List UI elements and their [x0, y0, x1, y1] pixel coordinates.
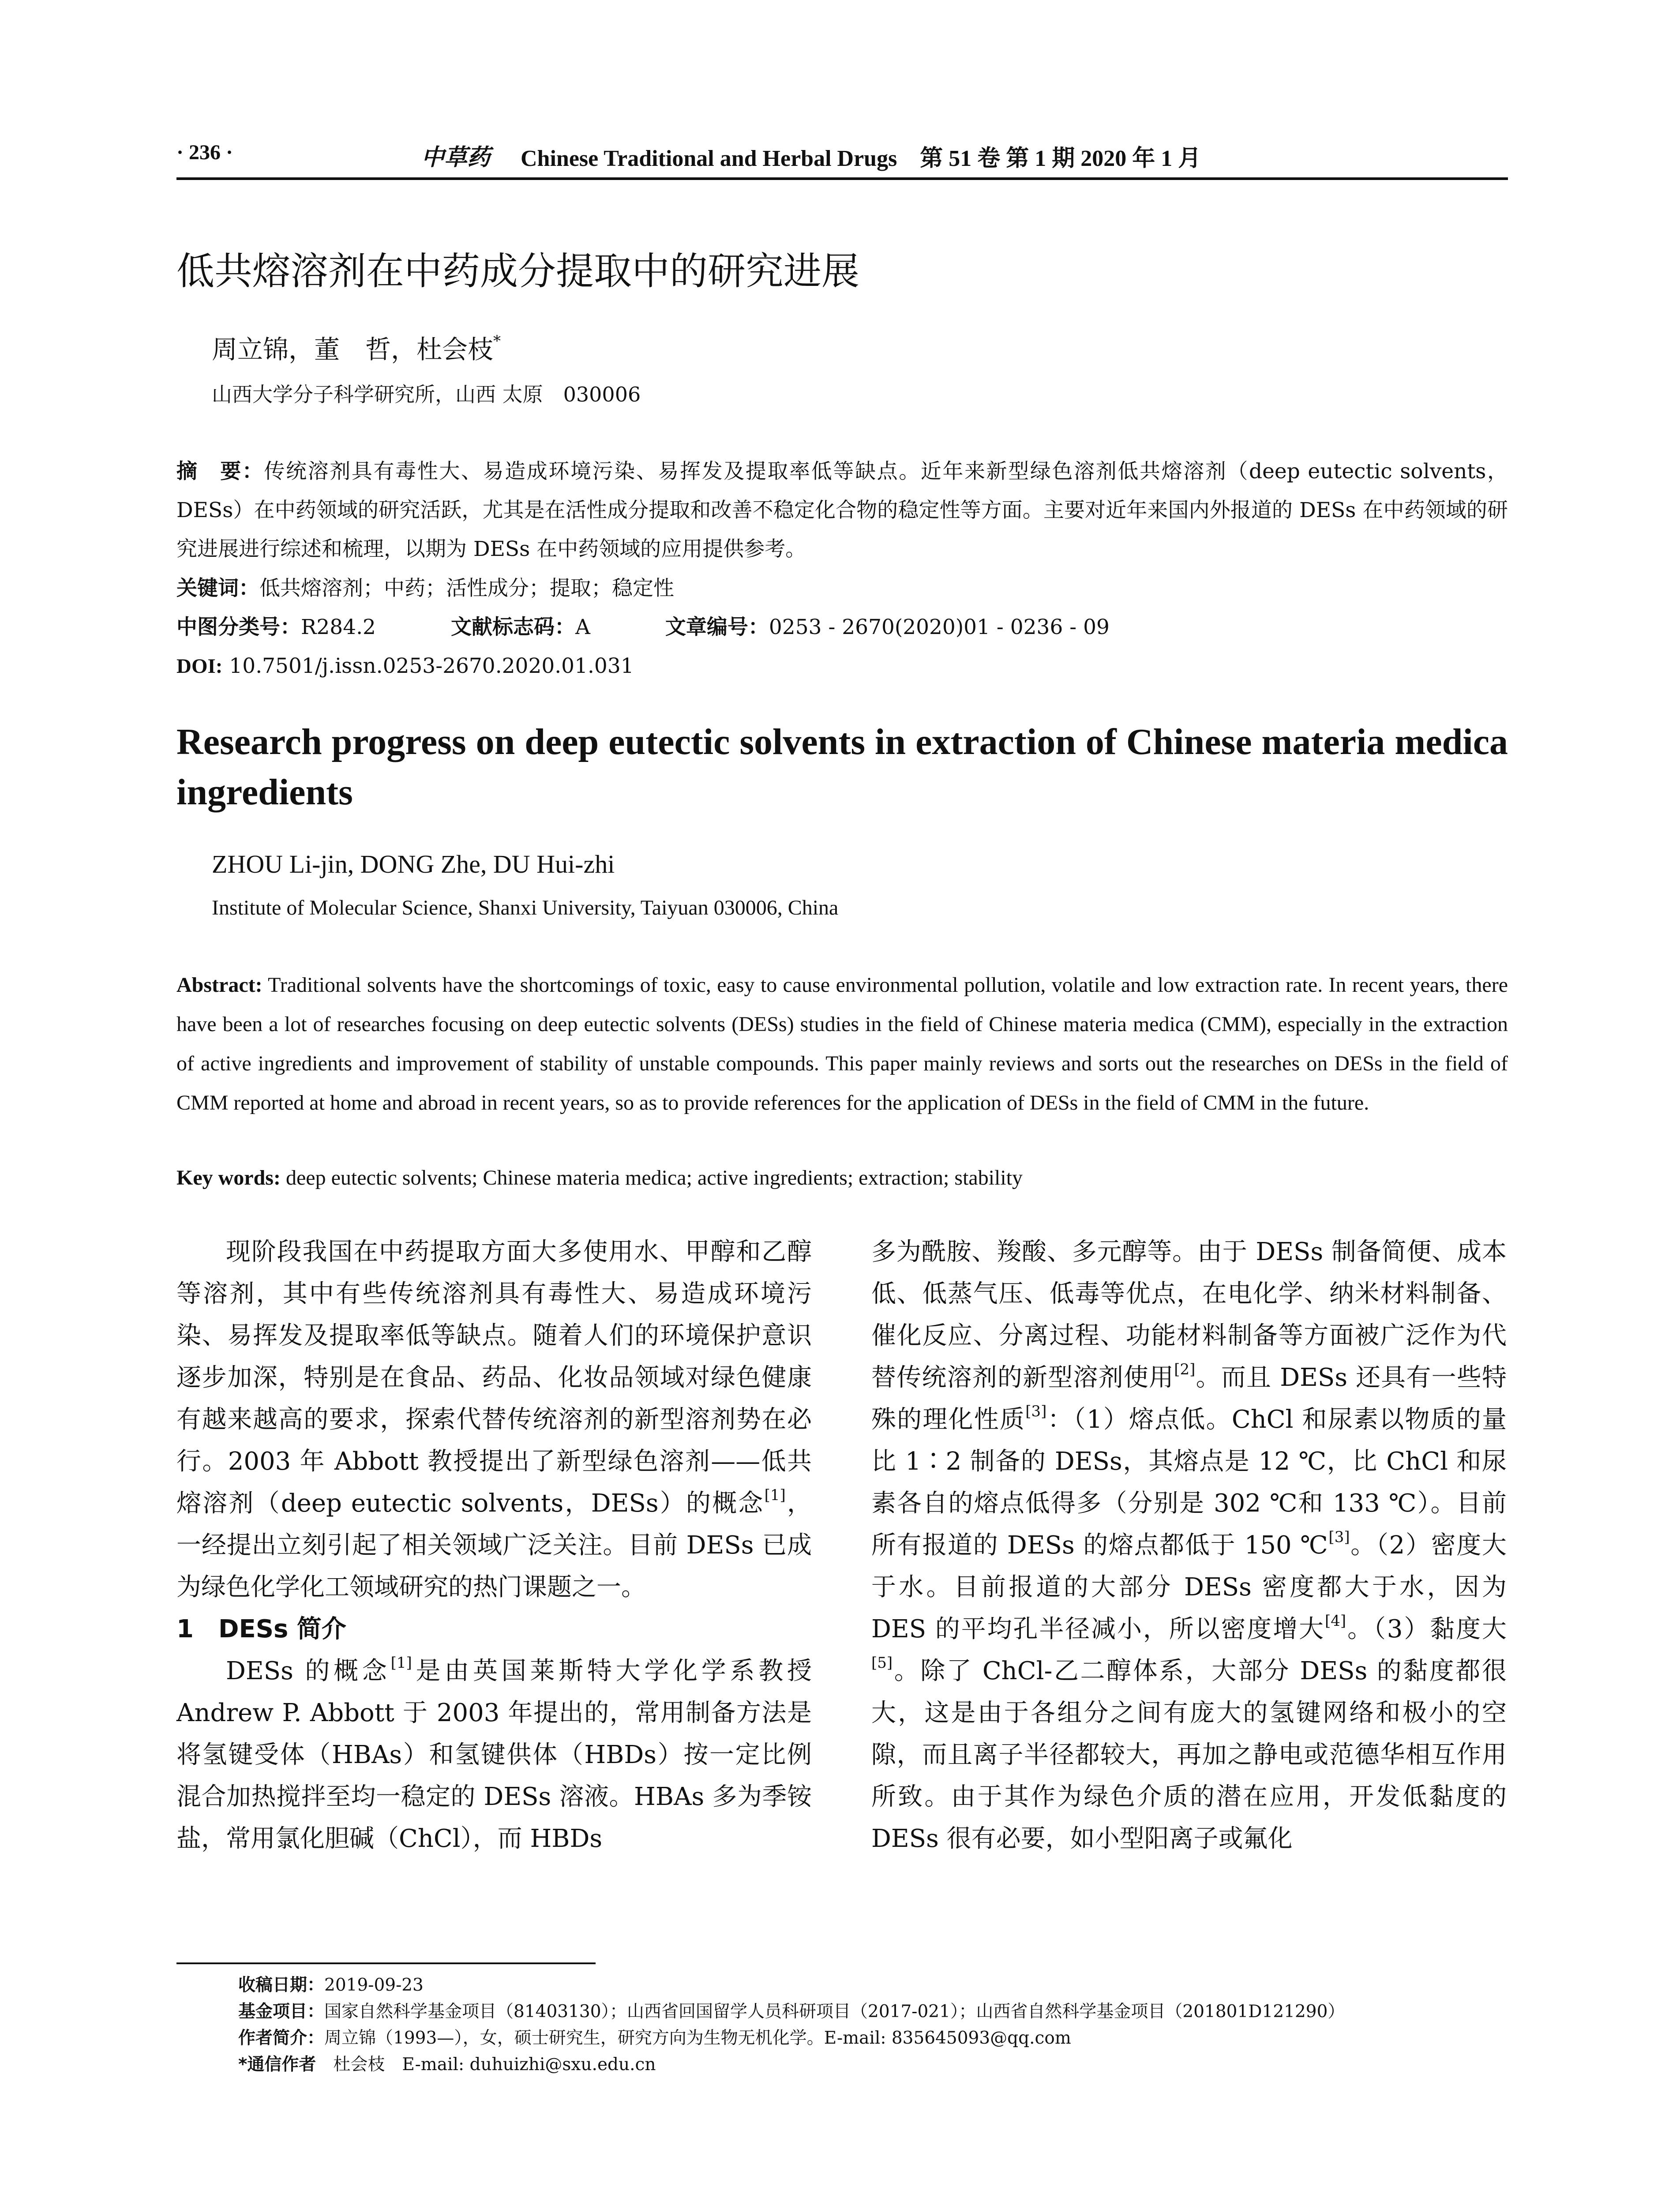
- fund-label: 基金项目：: [238, 2002, 325, 2022]
- clc-label: 中图分类号：: [176, 615, 301, 639]
- doi-label: DOI:: [176, 655, 223, 678]
- received-value: 2019-09-23: [324, 1975, 424, 1995]
- footnote-author-bio: [238, 2025, 1071, 2052]
- clc-value: R284.2: [301, 615, 376, 639]
- corr-label: *通信作者: [238, 2055, 316, 2075]
- article-title-en: Research progress on deep eutectic solvents in extraction of Chinese materia medica ingredients: [176, 721, 1508, 813]
- footnote-funding: [238, 1999, 1345, 2025]
- intro-text-b: ，一经提出立刻引起了相关领域广泛关注。目前 DESs 已成为绿色化学化工领域研究的热门课题之一。: [176, 1489, 812, 1602]
- header-divider: [176, 177, 1508, 180]
- doi-value: 10.7501/j.issn.0253-2670.2020.01.031: [229, 654, 634, 678]
- author-bio-value: 周立锦（1993—），女，硕士研究生，研究方向为生物无机化学。E-mail: 835645093@qq.com: [324, 2028, 1071, 2048]
- props-text-6: 。除了 ChCl-乙二醇体系，大部分 DESs 的黏度都很大，这是由于各组分之间有庞大的氢键网络和极小的空隙，而且离子半径都较大，再加之静电或范德华相互作用所致。由于其作为绿色介质的潜在应用，开发低黏度的 DESs 很有必要，如小型阳离子或氟化: [871, 1657, 1507, 1853]
- abstract-cn-label: 摘 要：: [176, 459, 264, 484]
- citation-ref: [1]: [764, 1486, 786, 1504]
- authors-cn: [212, 329, 501, 366]
- props-text-1: 多为酰胺、羧酸、多元醇等。由于 DESs 制备简便、成本低、低蒸气压、低毒等优点，在电化学、纳米材料制备、催化反应、分离过程、功能材料制备等方面被广泛作为代替传统溶剂的新型溶剂使用: [871, 1238, 1507, 1392]
- citation-ref: [2]: [1174, 1361, 1196, 1378]
- affiliation-en: Institute of Molecular Science, Shanxi University, Taiyuan 030006, China: [212, 896, 839, 919]
- keywords-cn: [176, 569, 1508, 608]
- citation-ref: [1]: [390, 1654, 412, 1672]
- keywords-en: [176, 1158, 1508, 1197]
- des-text-b: 是由英国莱斯特大学化学系教授 Andrew P. Abbott 于 2003 年提出的，常用制备方法是将氢键受体（HBAs）和氢键供体（HBDs）按一定比例混合加热搅拌至均一稳定的 DESs 溶液。HBAs 多为季铵盐，常用氯化胆碱（ChCl），而 HBDs: [176, 1657, 812, 1853]
- footnote-received: [238, 1972, 424, 1999]
- doc-code-label: 文献标志码：: [450, 615, 575, 639]
- article-no-value: 0253 - 2670(2020)01 - 0236 - 09: [769, 615, 1110, 639]
- doi-line: [176, 647, 634, 686]
- keywords-en-text: deep eutectic solvents; Chinese materia medica; active ingredients; extraction; stability: [285, 1166, 1023, 1189]
- authors-en: ZHOU Li-jin, DONG Zhe, DU Hui-zhi: [212, 850, 615, 878]
- footnote-divider: [176, 1962, 596, 1964]
- author-names-cn: 周立锦，董 哲，杜会枝: [212, 334, 494, 364]
- affiliation-cn: 山西大学分子科学研究所，山西 太原 030006: [212, 383, 641, 406]
- corr-value: 杜会枝 E-mail: duhuizhi@sxu.edu.cn: [316, 2055, 656, 2075]
- article-title-cn: 低共熔溶剂在中药成分提取中的研究进展: [176, 249, 859, 293]
- abstract-cn: [176, 452, 1508, 569]
- section-heading-1: 1 DESs 简介: [176, 1615, 346, 1643]
- des-intro-paragraph: [176, 1650, 812, 1860]
- props-text-5: 。（3）黏度大: [1346, 1615, 1507, 1643]
- props-text-4: 。（2）密度大于水。目前报道的大部分 DESs 密度都大于水，因为 DES 的平均孔半径减小，所以密度增大: [871, 1531, 1507, 1643]
- corresponding-mark: *: [493, 332, 501, 350]
- doc-code-value: A: [575, 615, 590, 639]
- abstract-en-label: Abstract:: [176, 973, 262, 997]
- abstract-en: [176, 965, 1508, 1122]
- received-label: 收稿日期：: [238, 1975, 325, 1995]
- intro-paragraph: [176, 1231, 812, 1608]
- intro-text-a: 现阶段我国在中药提取方面大多使用水、甲醇和乙醇等溶剂，其中有些传统溶剂具有毒性大、易造成环境污染、易挥发及提取率低等缺点。随着人们的环境保护意识逐步加深，特别是在食品、药品、化妆品领域对绿色健康有越来越高的要求，探索代替传统溶剂的新型溶剂势在必行。2003 年 Abbott 教授提出了新型绿色溶剂——低共熔溶剂（deep eutectic solvents，DESs）的概念: [176, 1238, 812, 1518]
- des-text-a: DESs 的概念: [226, 1657, 391, 1685]
- journal-logo-cn: 中草药: [421, 144, 491, 171]
- body-column-right: [871, 1231, 1507, 1860]
- keywords-cn-text: 低共熔溶剂；中药；活性成分；提取；稳定性: [259, 576, 674, 600]
- props-text-3: ：（1）熔点低。ChCl 和尿素以物质的量比 1∶2 制备的 DESs，其熔点是 12 ℃，比 ChCl 和尿素各自的熔点低得多（分别是 302 ℃和 133 ℃）。目前所有报道的 DESs 的熔点都低于 150 ℃: [871, 1405, 1507, 1560]
- journal-citation: Chinese Traditional and Herbal Drugs 第 51 卷 第 1 期 2020 年 1 月: [521, 146, 1201, 171]
- citation-ref: [3]: [1328, 1528, 1350, 1546]
- page-number: · 236 ·: [176, 141, 233, 164]
- running-header: [176, 132, 1508, 176]
- body-column-left: [176, 1231, 812, 1860]
- citation-ref: [3]: [1025, 1403, 1047, 1420]
- citation-ref: [4]: [1325, 1612, 1346, 1630]
- abstract-en-text: Traditional solvents have the shortcomings of toxic, easy to cause environmental pollution, volatile and low extraction rate. In recent years, there have been a lot of researches focusing on deep eutectic solvents (DESs) studies in the field of Chinese materia medica (CMM), especially in the extraction of active ingredients and improvement of stability of unstable compounds. This paper mainly reviews and sorts out the researches on DESs in the field of CMM reported at home and abroad in recent years, so as to provide references for the application of DESs in the field of CMM in the future.: [176, 973, 1508, 1114]
- author-bio-label: 作者简介：: [238, 2028, 325, 2048]
- article-no-label: 文章编号：: [665, 615, 769, 639]
- abstract-cn-text: 传统溶剂具有毒性大、易造成环境污染、易挥发及提取率低等缺点。近年来新型绿色溶剂低共熔溶剂（deep eutectic solvents，DESs）在中药领域的研究活跃，尤其是在活性成分提取和改善不稳定化合物的稳定性等方面。主要对近年来国内外报道的 DESs 在中药领域的研究进展进行综述和梳理，以期为 DESs 在中药领域的应用提供参考。: [176, 459, 1508, 561]
- citation-ref: [5]: [871, 1654, 893, 1672]
- classification-line: [176, 608, 1508, 647]
- keywords-en-label: Key words:: [176, 1166, 281, 1189]
- props-text-2: 。而且 DESs 还具有一些特殊的理化性质: [871, 1363, 1507, 1434]
- footnote-corresponding: [238, 2052, 656, 2078]
- fund-value: 国家自然科学基金项目（81403130）；山西省回国留学人员科研项目（2017-021）；山西省自然科学基金项目（201801D121290）: [324, 2002, 1345, 2022]
- keywords-cn-label: 关键词：: [176, 576, 259, 600]
- properties-paragraph: [871, 1231, 1507, 1860]
